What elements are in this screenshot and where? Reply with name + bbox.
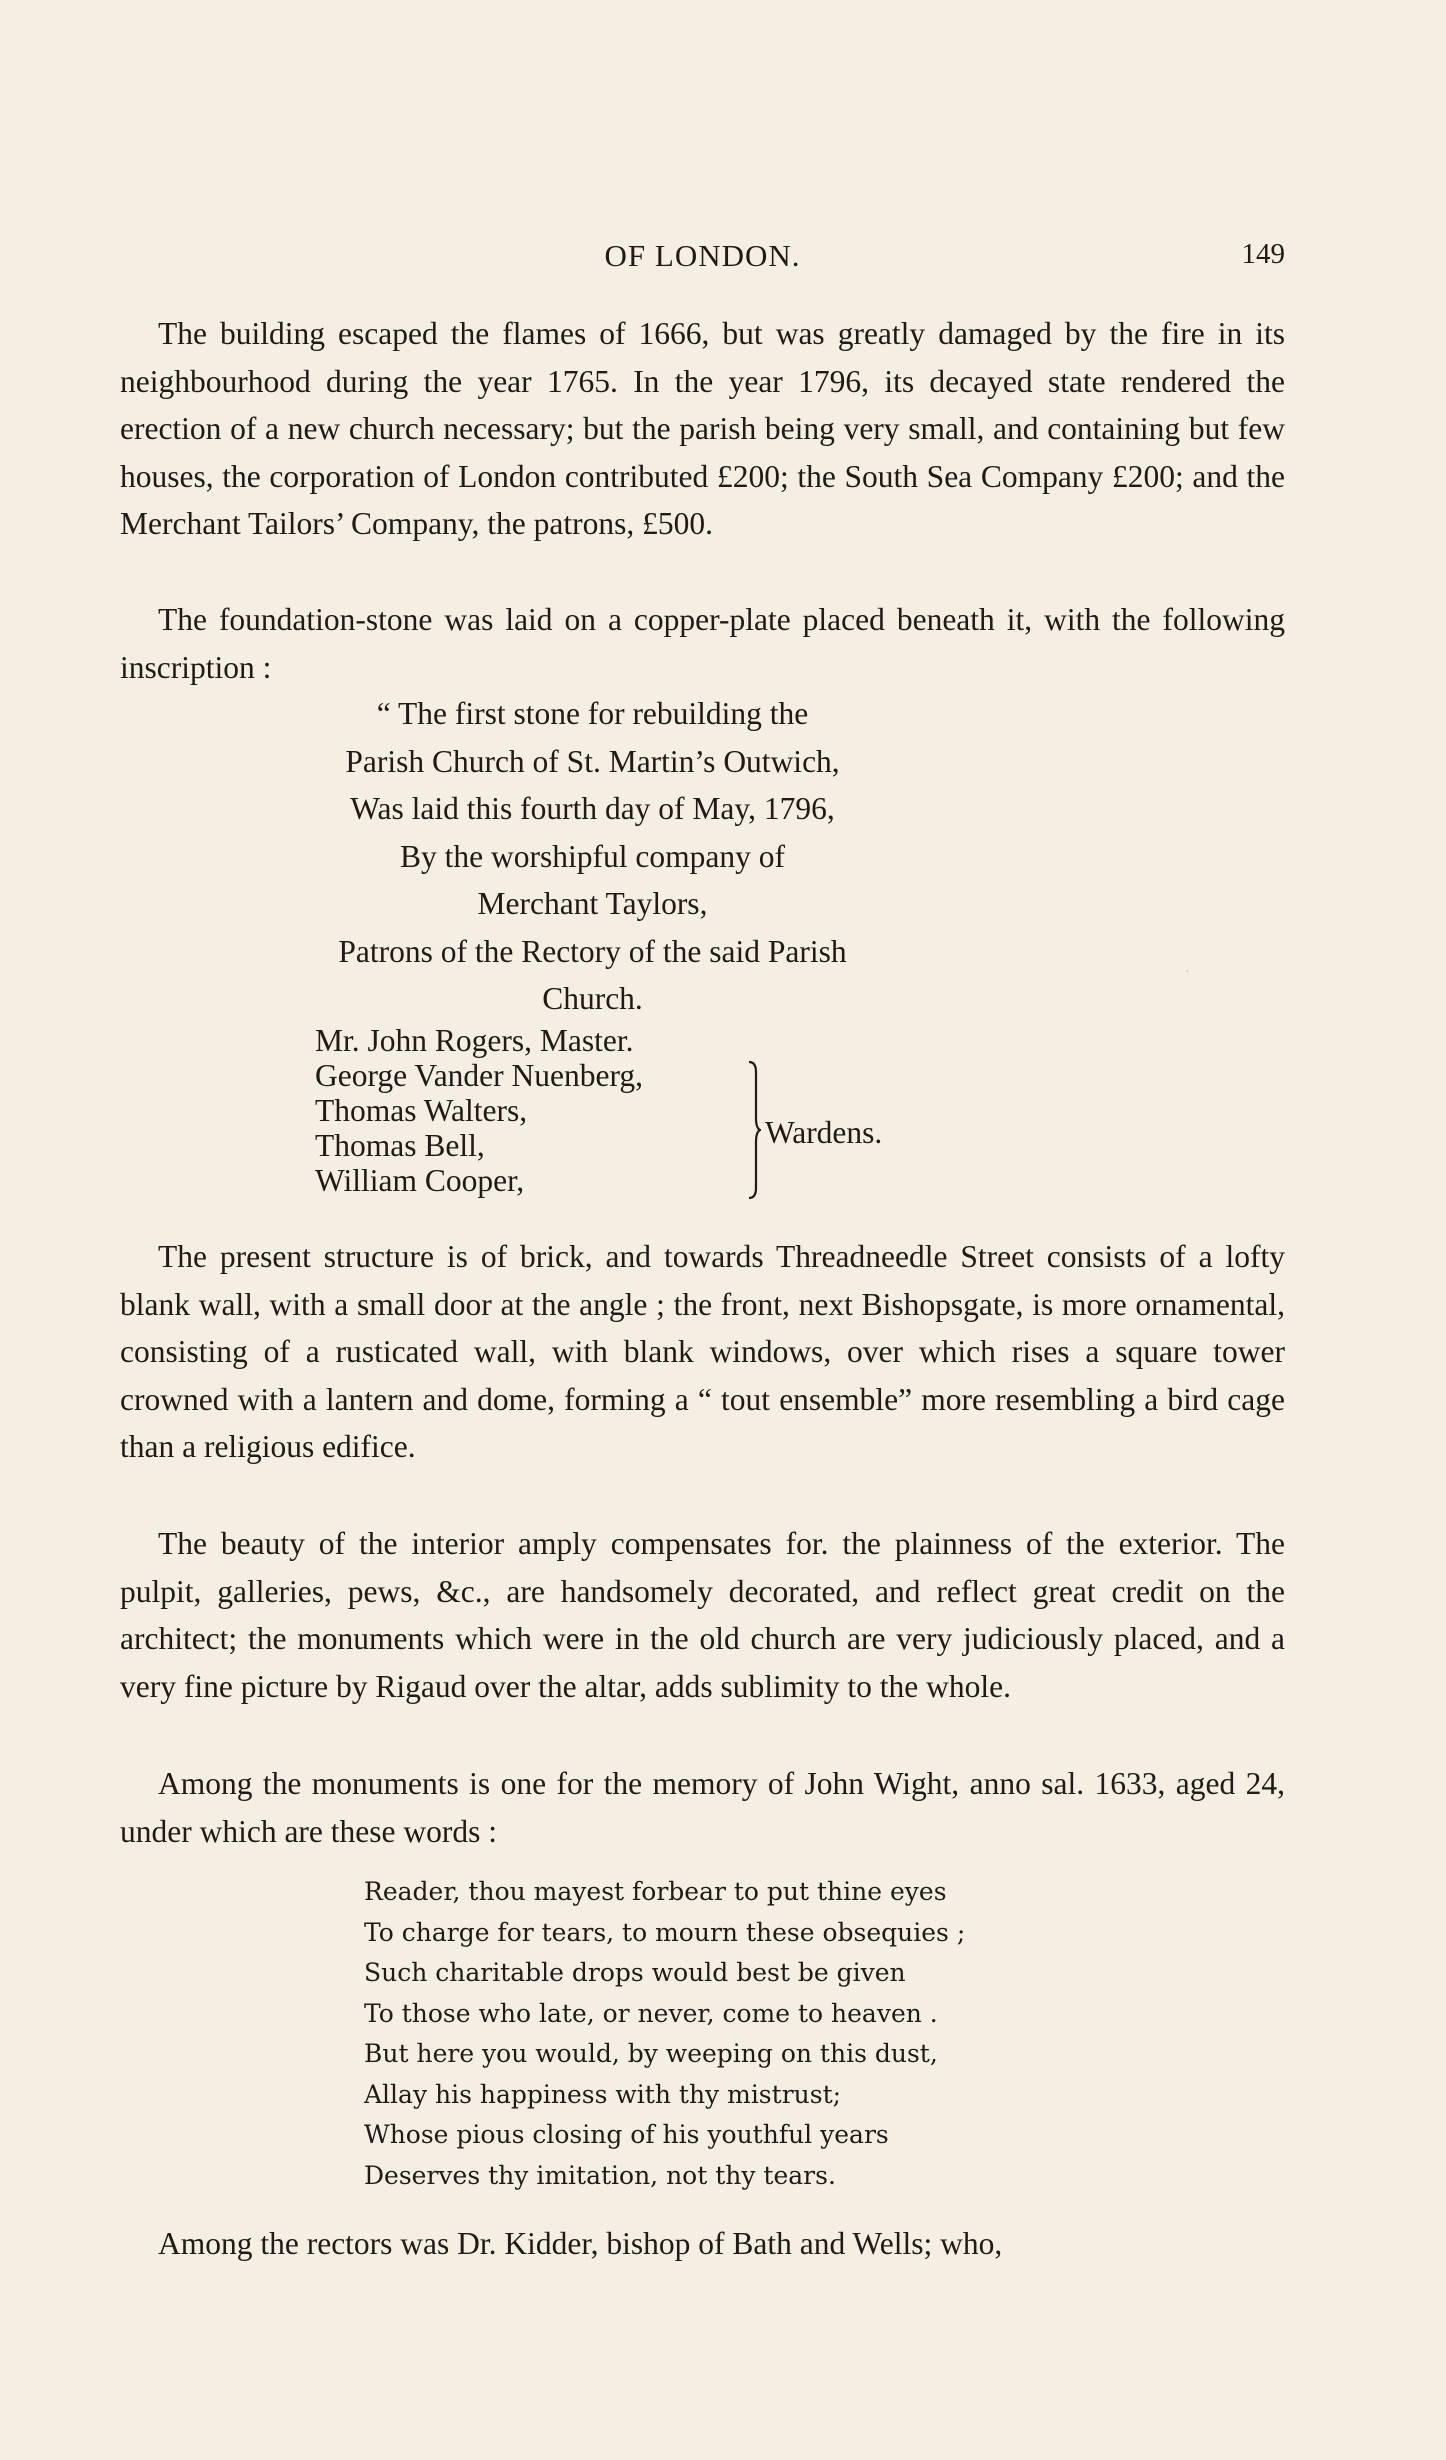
- epitaph-poem: [364, 1872, 965, 2196]
- epitaph-line: Allay his happiness with thy mistrust;: [364, 2079, 842, 2109]
- epitaph-line: To those who late, or never, come to heaven .: [364, 1998, 938, 2028]
- paragraph-building-history: [120, 310, 1285, 548]
- warden-name: George Vander Nuenberg,: [315, 1058, 644, 1093]
- master-name: Mr. John Rogers, Master.: [315, 1023, 634, 1058]
- page-number: 149: [1241, 238, 1285, 270]
- epitaph-line: Such charitable drops would best be given: [364, 1958, 906, 1987]
- paragraph-interior: [120, 1520, 1285, 1710]
- paragraph-text: The beauty of the interior amply compensates for. the plainness of the exterior. The pulpit, galleries, pews, &c., are handsomely decorated, and reflect great credit on the architect; the monuments which were in the old church are very judiciously placed, and a very fine picture by Rigaud over the altar, adds sublimity to the whole.: [120, 1526, 1285, 1704]
- right-brace-icon: [747, 1060, 761, 1200]
- running-title: OF LONDON.: [604, 238, 801, 273]
- inscription-line: Merchant Taylors,: [477, 886, 708, 921]
- inscription-line: Was laid this fourth day of May, 1796,: [350, 791, 835, 826]
- epitaph-line: Deserves thy imitation, not thy tears.: [364, 2160, 836, 2190]
- paragraph-rectors: [120, 2220, 1285, 2268]
- officers-list: [315, 1023, 883, 1198]
- inscription-block: [120, 690, 1285, 1023]
- epitaph-line: But here you would, by weeping on this dust,: [364, 2039, 938, 2068]
- page-speck: ·: [1185, 965, 1190, 980]
- warden-name: Thomas Bell,: [315, 1128, 485, 1163]
- paragraph-text: The present structure is of brick, and towards Threadneedle Street consists of a lofty blank wall, with a small door at the angle ; the front, next Bishopsgate, is more ornamental, consisting of a rusticated wall, with blank windows, over which rises a square tower crowned with a lantern and dome, forming a “ tout ensemble” more resembling a bird cage than a religious edifice.: [120, 1239, 1285, 1464]
- epitaph-line: Reader, thou mayest forbear to put thine eyes: [364, 1877, 947, 1906]
- inscription-line: Patrons of the Rectory of the said Parish: [338, 933, 847, 969]
- inscription-line: Parish Church of St. Martin’s Outwich,: [345, 743, 840, 779]
- paragraph-text: Among the rectors was Dr. Kidder, bishop of Bath and Wells; who,: [158, 2226, 1003, 2261]
- running-head: [120, 238, 1285, 282]
- inscription-line: By the worshipful company of: [400, 838, 785, 874]
- warden-name: Thomas Walters,: [315, 1093, 528, 1128]
- inscription-line: “ The first stone for rebuilding the: [376, 696, 809, 731]
- epitaph-line: Whose pious closing of his youthful years: [364, 2120, 889, 2149]
- paragraph-monuments: [120, 1760, 1285, 1855]
- paragraph-text: The building escaped the flames of 1666, but was greatly damaged by the fire in its neighbourhood during the year 1765. In the year 1796, its decayed state rendered the erection of a new church necessary; but the parish being very small, and containing but few houses, the corporation of London contributed £200; the South Sea Company £200; and the Merchant Tailors’ Company, the patrons, £500.: [120, 316, 1285, 541]
- warden-name: William Cooper,: [315, 1163, 525, 1198]
- wardens-label: Wardens.: [765, 1115, 883, 1150]
- paragraph-text: Among the monuments is one for the memory of John Wight, anno sal. 1633, aged 24, under which are these words :: [120, 1766, 1285, 1849]
- inscription-line: Church.: [542, 981, 643, 1016]
- epitaph-line: To charge for tears, to mourn these obsequies ;: [364, 1917, 966, 1947]
- paragraph-present-structure: [120, 1233, 1285, 1471]
- paragraph-text: The foundation-stone was laid on a copper-plate placed beneath it, with the following inscription :: [120, 602, 1285, 685]
- paragraph-foundation-stone: [120, 596, 1285, 691]
